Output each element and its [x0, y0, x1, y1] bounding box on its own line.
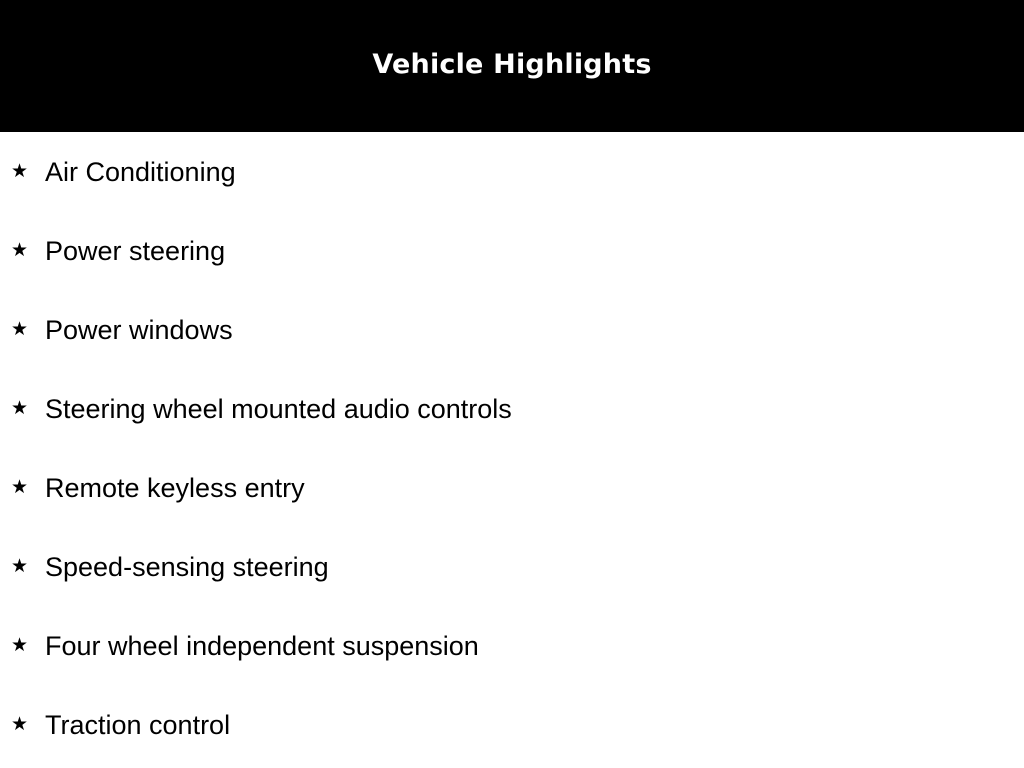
- star-icon: ★: [11, 556, 29, 577]
- feature-label: Steering wheel mounted audio controls: [45, 394, 512, 424]
- list-item: [0, 468, 1024, 508]
- feature-label: Four wheel independent suspension: [45, 631, 479, 661]
- list-item: [0, 231, 1024, 271]
- star-icon: ★: [11, 319, 29, 340]
- star-icon: ★: [11, 635, 29, 656]
- list-item: [0, 152, 1024, 192]
- star-icon: ★: [11, 477, 29, 498]
- star-icon: ★: [11, 398, 29, 419]
- star-icon: ★: [11, 240, 29, 261]
- feature-label: Power steering: [45, 236, 226, 266]
- list-item: [0, 310, 1024, 350]
- list-item: [0, 705, 1024, 745]
- star-icon: ★: [11, 161, 29, 182]
- list-item: [0, 389, 1024, 429]
- list-item: [0, 547, 1024, 587]
- page-header: [0, 0, 1024, 132]
- feature-label: Power windows: [45, 315, 233, 345]
- feature-label: Speed-sensing steering: [45, 552, 329, 582]
- feature-label: Remote keyless entry: [45, 473, 305, 503]
- list-item: [0, 626, 1024, 666]
- feature-label: Air Conditioning: [45, 157, 236, 187]
- star-icon: ★: [11, 714, 29, 735]
- page-title: Vehicle Highlights: [372, 48, 652, 80]
- feature-label: Traction control: [45, 710, 231, 740]
